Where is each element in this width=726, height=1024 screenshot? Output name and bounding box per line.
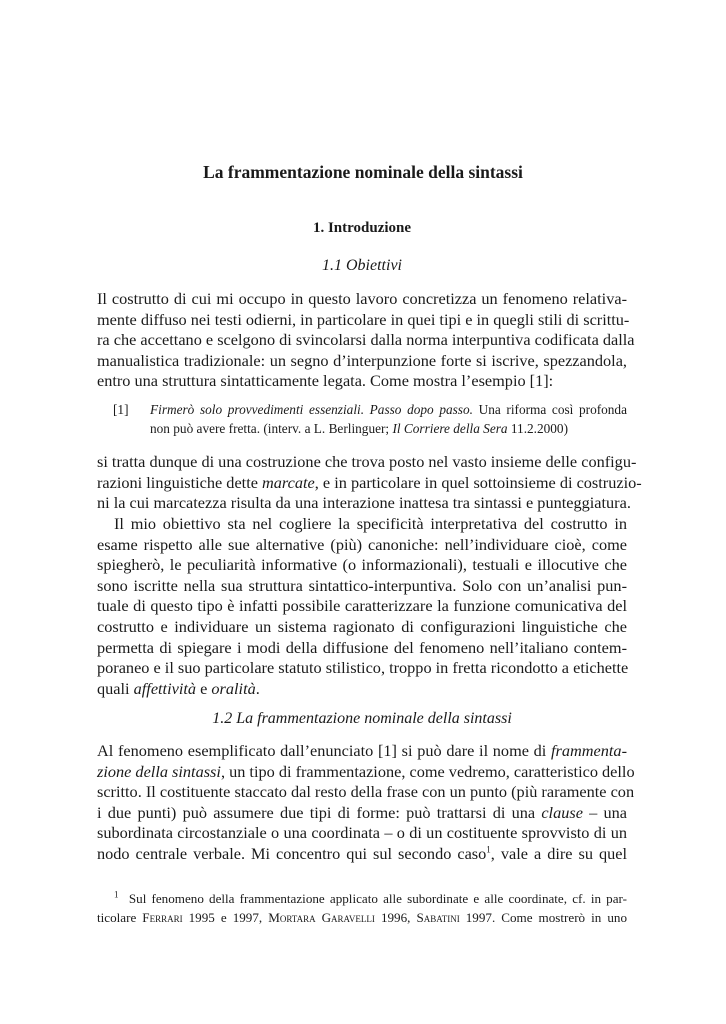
text-span: . [255, 678, 260, 698]
text-span: – una [582, 802, 628, 822]
text-span: 1997. Come mostrerò in uno [459, 910, 627, 925]
example-line [150, 400, 627, 419]
paragraph-line: spiegherò, le peculiarità informative (o informazionali), testuali e illocutive che [97, 555, 627, 575]
italic-term: affettività [133, 678, 197, 698]
paragraph-line: entro una struttura sintatticamente legata. Come mostra l’esempio [1]: [97, 371, 554, 391]
paragraph-line: poraneo e il suo particolare statuto stilistico, troppo in fretta ricondotto a etichette [97, 658, 629, 678]
paragraph-line: ni la cui marcatezza risulta da una interazione inattesa tra sintassi e punteggiatura. [97, 493, 631, 513]
paragraph-line: Il mio obiettivo sta nel cogliere la specificità interpretativa del costrutto in [114, 514, 627, 533]
example-line [150, 419, 627, 438]
example-number: [1] [113, 402, 129, 417]
text-span: razioni linguistiche dette [97, 472, 263, 492]
example-text-span: 11.2.2000) [507, 421, 569, 436]
example-text-span: Una riforma così profonda [472, 402, 627, 417]
footnote-marker: 1 [114, 889, 119, 900]
paragraph-line: ra che accettano e scelgono di svincolarsi dalla norma interpuntiva codificata dalla [97, 330, 635, 350]
paragraph-line [97, 741, 627, 762]
paragraph-line [97, 761, 635, 783]
text-span: nodo centrale verbale. Mi concentro qui sul secondo caso [97, 843, 487, 863]
paragraph-line: subordinata circostanziale o una coordinata – o di un costituente sprovvisto di un [97, 823, 627, 843]
paragraph-line: manualistica tradizionale: un segno d’interpunzione forte si iscrive, spezzandola, [97, 350, 627, 370]
italic-term: zione della sintassi [97, 761, 221, 781]
italic-term: oralità [211, 678, 256, 698]
text-span: i due punti) può assumere due tipi di forme: può trattarsi di una [97, 802, 542, 822]
paragraph-3 [97, 514, 627, 699]
author-name: Sabatini [416, 910, 460, 925]
paragraph-line: scritto. Il costituente staccato dal resto della frase con un punto (più raramente con [97, 782, 635, 802]
paragraph-2 [97, 452, 642, 514]
paragraph-1 [97, 289, 635, 392]
paragraph-line [97, 803, 627, 824]
text-span: , e in particolare in quel sottoinsieme di costruzio- [314, 472, 642, 492]
text-span: , vale a dire su quel [490, 843, 628, 863]
example-quote: Firmerò solo provvedimenti essenziali. Passo dopo passo. [150, 402, 473, 417]
text-span: quali [97, 678, 134, 698]
paragraph-line [97, 679, 627, 700]
footnote-line [97, 908, 627, 927]
paragraph-4 [97, 741, 635, 865]
italic-term: clause [541, 802, 583, 822]
paragraph-line [97, 472, 642, 494]
paragraph-line: costrutto e individuare un sistema ragionato di configurazioni linguistiche che [97, 616, 627, 636]
text-span: 1996, [374, 910, 417, 925]
author-name: Mortara Garavelli [268, 910, 375, 925]
footnote-line [97, 889, 627, 908]
paragraph-line: mente diffuso nei testi odierni, in particolare in quei tipi e in quegli stili di scrittu- [97, 309, 630, 329]
paragraph-line: esame rispetto alle sue alternative (più) canoniche: nell’individuare cioè, come [97, 534, 627, 554]
author-name: Ferrari [142, 910, 183, 925]
italic-term: marcate [262, 472, 315, 492]
paragraph-line: sono iscritte nella sua struttura sintattico-interpuntiva. Solo con un’analisi pun- [97, 575, 627, 595]
chapter-title: La frammentazione nominale della sintassi [203, 162, 523, 182]
text-span: , un tipo di frammentazione, come vedremo, caratteristico dello [220, 761, 635, 781]
example-source: Il Corriere della Sera [392, 421, 508, 436]
footnote [97, 889, 627, 927]
section-heading: 1. Introduzione [312, 220, 412, 236]
text-span: 1995 e 1997, [182, 910, 269, 925]
paragraph-line: Il costrutto di cui mi occupo in questo lavoro concretizza un fenomeno relativa- [97, 289, 627, 308]
text-span: e [196, 678, 212, 698]
text-span: ticolare [97, 910, 143, 925]
paragraph-line [97, 844, 627, 865]
subsection-heading-1: 1.1 Obiettivi [322, 257, 402, 274]
paragraph-line: permetta di spiegare i modi della diffusione del fenomeno nell’italiano contem- [97, 637, 627, 657]
example-text [150, 400, 627, 438]
subsection-heading-2: 1.2 La frammentazione nominale della sintassi [212, 710, 512, 727]
text-span: Al fenomeno esemplificato dall’enunciato [1] si può dare il nome di [97, 741, 552, 760]
paragraph-line: si tratta dunque di una costruzione che trova posto nel vasto insieme delle configu- [97, 452, 637, 471]
example-text-span: non può avere fretta. (interv. a L. Berlinguer; [150, 421, 393, 436]
italic-term: frammenta- [551, 741, 627, 760]
paragraph-line: tuale di questo tipo è infatti possibile caratterizzare la funzione comunicativa del [97, 596, 627, 616]
footnote-reference[interactable]: 1 [486, 844, 491, 855]
footnote-text: Sul fenomeno della frammentazione applicato alle subordinate e alle coordinate, cf. in par- [128, 891, 628, 906]
